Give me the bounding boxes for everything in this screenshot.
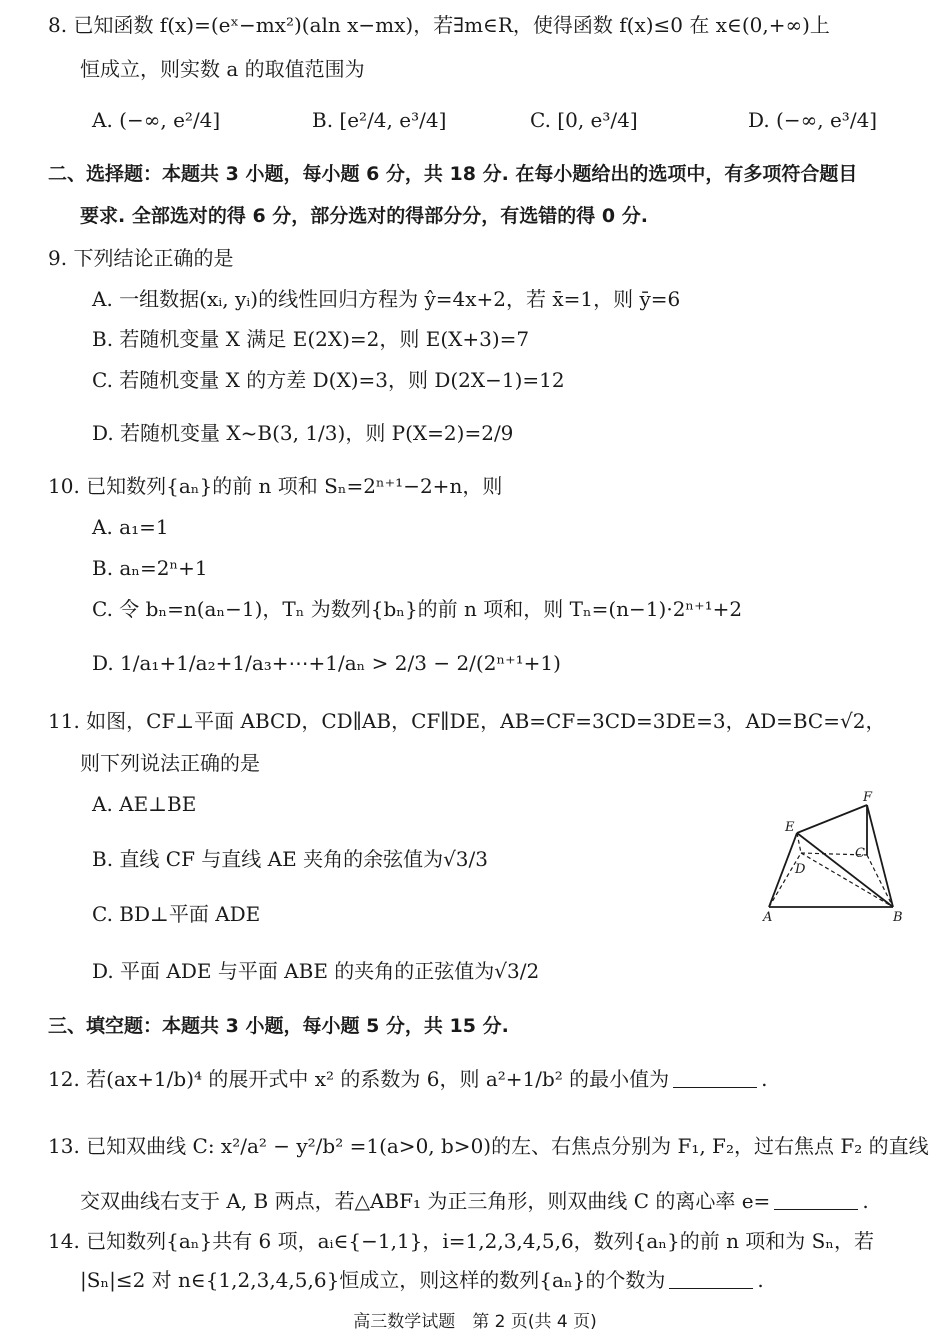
q14-text: |Sₙ|≤2 对 n∈{1,2,3,4,5,6}恒成立，则这样的数列{aₙ}的个数为 xyxy=(80,1268,666,1292)
q8-line2: 恒成立，则实数 a 的取值范围为 xyxy=(80,57,365,81)
q11-option-a: A. AE⊥BE xyxy=(92,792,197,816)
q10-option-d: D. 1/a₁+1/a₂+1/a₃+⋯+1/aₙ > 2/3 − 2/(2ⁿ⁺¹+1) xyxy=(92,651,561,675)
q14-line2: |Sₙ|≤2 对 n∈{1,2,3,4,5,6}恒成立，则这样的数列{aₙ}的个数为 . xyxy=(80,1268,764,1292)
q11-solid-figure xyxy=(755,785,915,925)
page-footer: 高三数学试题 第 2 页(共 4 页) xyxy=(353,1312,597,1332)
q10-option-a: A. a₁=1 xyxy=(92,515,169,539)
figure-label-f: F xyxy=(863,790,873,805)
figure-label-c: C xyxy=(855,846,865,861)
figure-label-a: A xyxy=(763,910,773,925)
q9-option-c: C. 若随机变量 X 的方差 D(X)=3，则 D(2X−1)=12 xyxy=(92,368,565,392)
figure-label-d: D xyxy=(795,862,806,877)
q9-option-b: B. 若随机变量 X 满足 E(2X)=2，则 E(X+3)=7 xyxy=(92,327,530,351)
q11-option-d: D. 平面 ADE 与平面 ABE 的夹角的正弦值为√3/2 xyxy=(92,959,540,983)
q10-option-c: C. 令 bₙ=n(aₙ−1)，Tₙ 为数列{bₙ}的前 n 项和，则 Tₙ=(n−1)·2ⁿ⁺¹+2 xyxy=(92,597,743,621)
q13-line2: 交双曲线右支于 A, B 两点，若△ABF₁ 为正三角形，则双曲线 C 的离心率 e= . xyxy=(80,1189,869,1213)
q13-answer-blank[interactable] xyxy=(774,1209,858,1210)
q8-choice-c: C. [0, e³/4] xyxy=(530,108,638,132)
q14-answer-blank[interactable] xyxy=(669,1288,753,1289)
q8-choice-b: B. [e²/4, e³/4] xyxy=(312,108,447,132)
q12-line: 12. 若(ax+1/b)⁴ 的展开式中 x² 的系数为 6，则 a²+1/b² 的最小值为 . xyxy=(48,1067,768,1091)
q8-choices xyxy=(92,96,892,146)
q13-text: 交双曲线右支于 A, B 两点，若△ABF₁ 为正三角形，则双曲线 C 的离心率 e= xyxy=(80,1189,771,1213)
q12-answer-blank[interactable] xyxy=(673,1087,757,1088)
section2-heading-line2: 要求. 全部选对的得 6 分，部分选对的得部分分，有选错的得 0 分. xyxy=(80,205,648,227)
q8-choice-d: D. (−∞, e³/4] xyxy=(748,108,878,132)
q13-line1: 13. 已知双曲线 C: x²/a² − y²/b² =1(a>0, b>0)的左、右焦点分别为 F₁, F₂，过右焦点 F₂ 的直线 xyxy=(48,1134,929,1158)
q14-line1: 14. 已知数列{aₙ}共有 6 项，aᵢ∈{−1,1}，i=1,2,3,4,5,6，数列{aₙ}的前 n 项和为 Sₙ，若 xyxy=(48,1229,875,1253)
q9-option-d: D. 若随机变量 X~B(3, 1/3)，则 P(X=2)=2/9 xyxy=(92,421,514,445)
q8-line1: 8. 已知函数 f(x)=(eˣ−mx²)(aln x−mx)，若∃m∈R，使得函数 f(x)≤0 在 x∈(0,+∞)上 xyxy=(48,13,830,37)
q11-stem-line2: 则下列说法正确的是 xyxy=(80,751,260,775)
q8-choice-a: A. (−∞, e²/4] xyxy=(92,108,221,132)
q9-option-a: A. 一组数据(xᵢ, yᵢ)的线性回归方程为 ŷ=4x+2，若 x̄=1，则 ȳ=6 xyxy=(92,287,681,311)
figure-label-e: E xyxy=(785,820,795,835)
q11-stem-line1: 11. 如图，CF⊥平面 ABCD，CD∥AB，CF∥DE，AB=CF=3CD=3DE=3，AD=BC=√2， xyxy=(48,709,886,733)
section3-heading: 三、填空题：本题共 3 小题，每小题 5 分，共 15 分. xyxy=(48,1015,509,1037)
figure-label-b: B xyxy=(893,910,903,925)
section2-heading-line1: 二、选择题：本题共 3 小题，每小题 6 分，共 18 分. 在每小题给出的选项中，有多项符合题目 xyxy=(48,163,858,185)
q12-text: 12. 若(ax+1/b)⁴ 的展开式中 x² 的系数为 6，则 a²+1/b² 的最小值为 xyxy=(48,1067,670,1091)
q11-option-c: C. BD⊥平面 ADE xyxy=(92,902,261,926)
q9-stem: 9. 下列结论正确的是 xyxy=(48,246,234,270)
q10-option-b: B. aₙ=2ⁿ+1 xyxy=(92,556,208,580)
q11-option-b: B. 直线 CF 与直线 AE 夹角的余弦值为√3/3 xyxy=(92,847,488,871)
q10-stem: 10. 已知数列{aₙ}的前 n 项和 Sₙ=2ⁿ⁺¹−2+n，则 xyxy=(48,474,503,498)
